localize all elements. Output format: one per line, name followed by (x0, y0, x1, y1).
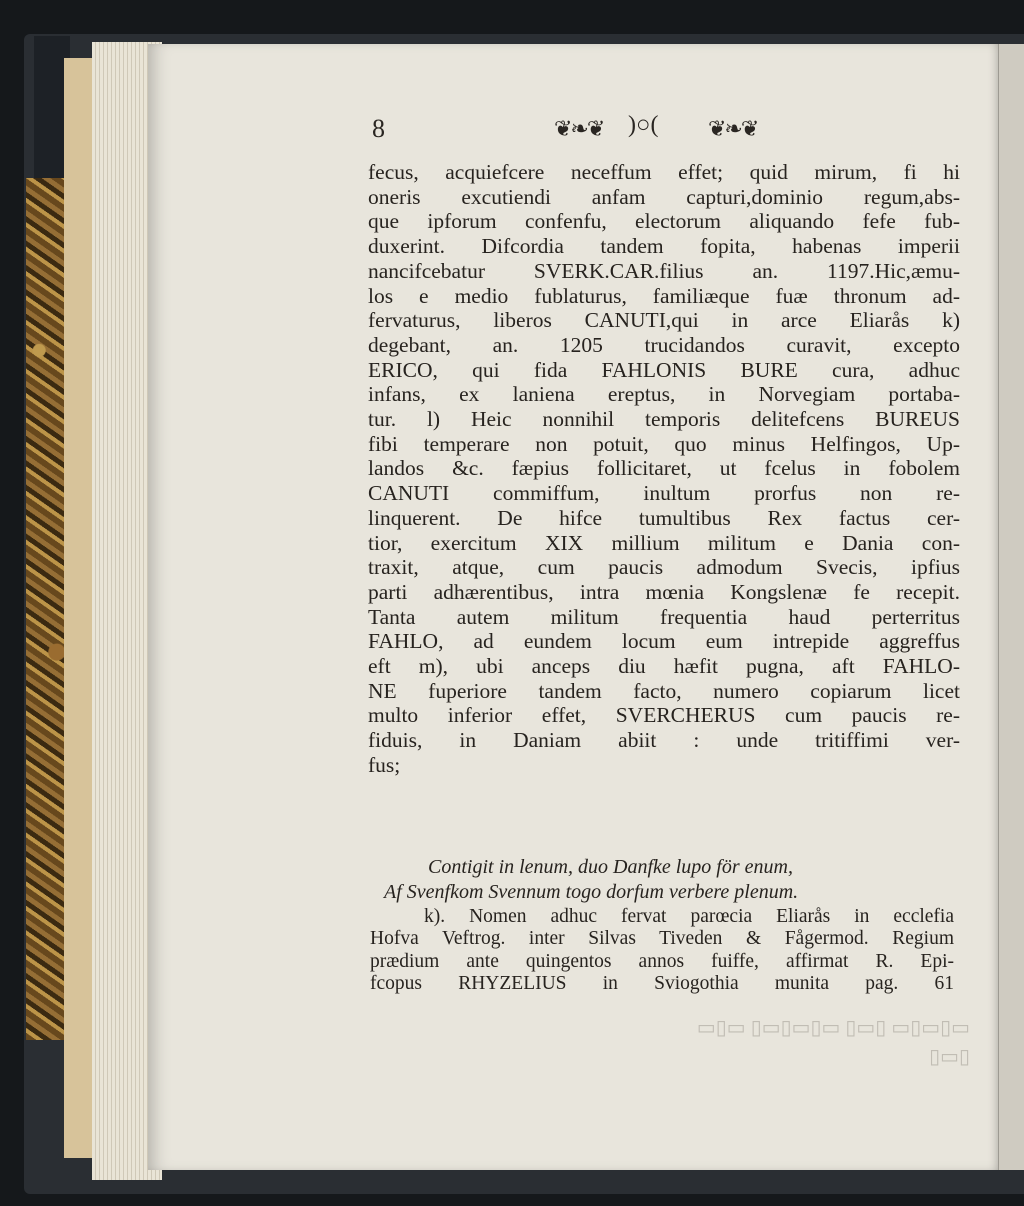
text-line: landos &c. fæpius follicitaret, ut fcelus in fobolem (368, 456, 960, 481)
header-mark: )○( (628, 112, 659, 138)
main-text-block (368, 160, 960, 778)
text-line: que ipforum confenfu, electorum aliquando fefe fub- (368, 209, 960, 234)
text-line: duxerint. Difcordia tandem fopita, habenas imperii (368, 234, 960, 259)
page-number: 8 (372, 114, 385, 143)
text-line: CANUTI commiffum, inultum prorfus non re- (368, 481, 960, 506)
verse-block (384, 855, 964, 905)
verse-line: Af Svenfkom Svennum togo dorfum verbere plenum. (384, 881, 799, 903)
text-line: fervaturus, liberos CANUTI,qui in arce Eliarås k) (368, 308, 960, 333)
text-line: fibi temperare non potuit, quo minus Helfingos, Up- (368, 431, 960, 456)
text-line: NE fuperiore tandem facto, numero copiarum licet (368, 678, 960, 703)
text-line: los e medio fublaturus, familiæque fuæ thronum ad- (368, 283, 960, 308)
footnote-line: Hofva Veftrog. inter Silvas Tiveden & Fågermod. Regium (370, 928, 954, 950)
text-line: tior, exercitum XIX millium militum e Dania con- (368, 530, 960, 555)
show-through-text: ▯▭▯ (929, 1046, 970, 1068)
text-line: FAHLO, ad eundem locum eum intrepide aggreffus (368, 629, 960, 654)
text-line: infans, ex laniena ereptus, in Norvegiam portaba- (368, 382, 960, 407)
text-line: linquerent. De hifce tumultibus Rex factus cer- (368, 505, 960, 530)
text-line: oneris excutiendi anfam capturi,dominio regum,abs- (368, 184, 960, 209)
show-through-text: ▭▯▭▯▭ ▯▭▯ ▭▯▭▯▭▯ ▭▯▭ (696, 1017, 970, 1039)
footnote-line: k). Nomen adhuc fervat parœcia Eliarås in ecclefia (424, 906, 954, 927)
text-line: multo inferior effet, SVERCHERUS cum paucis re- (368, 703, 960, 728)
text-line: eft m), ubi anceps diu hæfit pugna, aft FAHLO- (368, 654, 960, 679)
text-line: tur. l) Heic nonnihil temporis delitefcens BUREUS (368, 407, 960, 432)
text-line: parti adhærentibus, intra mœnia Kongslenæ fe recepit. (368, 579, 960, 604)
text-line: fiduis, in Daniam abiit : unde tritiffimi ver- (368, 728, 960, 753)
ornament-right-icon: ❦❧❦ (708, 116, 758, 141)
text-line: nancifcebatur SVERK.CAR.filius an. 1197.Hic,æmu- (368, 258, 960, 283)
text-line: degebant, an. 1205 trucidandos curavit, excepto (368, 332, 960, 357)
footnote-line: prædium ante quingentos annos fuiffe, affirmat R. Epi- (370, 950, 954, 972)
footnote-line: fcopus RHYZELIUS in Sviogothia munita pag. 61 (370, 972, 954, 994)
text-line: fus; (368, 752, 401, 777)
text-line: ERICO, qui fida FAHLONIS BURE cura, adhuc (368, 357, 960, 382)
next-page-edge (998, 44, 1024, 1170)
ornament-left-icon: ❦❧❦ (554, 116, 604, 141)
text-line: fecus, acquiefcere neceffum effet; quid mirum, fi hi (368, 160, 960, 184)
running-header (364, 112, 794, 148)
text-line: Tanta autem militum frequentia haud perterritus (368, 604, 960, 629)
text-line: traxit, atque, cum paucis admodum Svecis, ipfius (368, 555, 960, 580)
verse-line: Contigit in lenum, duo Danfke lupo för enum, (428, 856, 793, 878)
footnote-block (370, 906, 954, 995)
